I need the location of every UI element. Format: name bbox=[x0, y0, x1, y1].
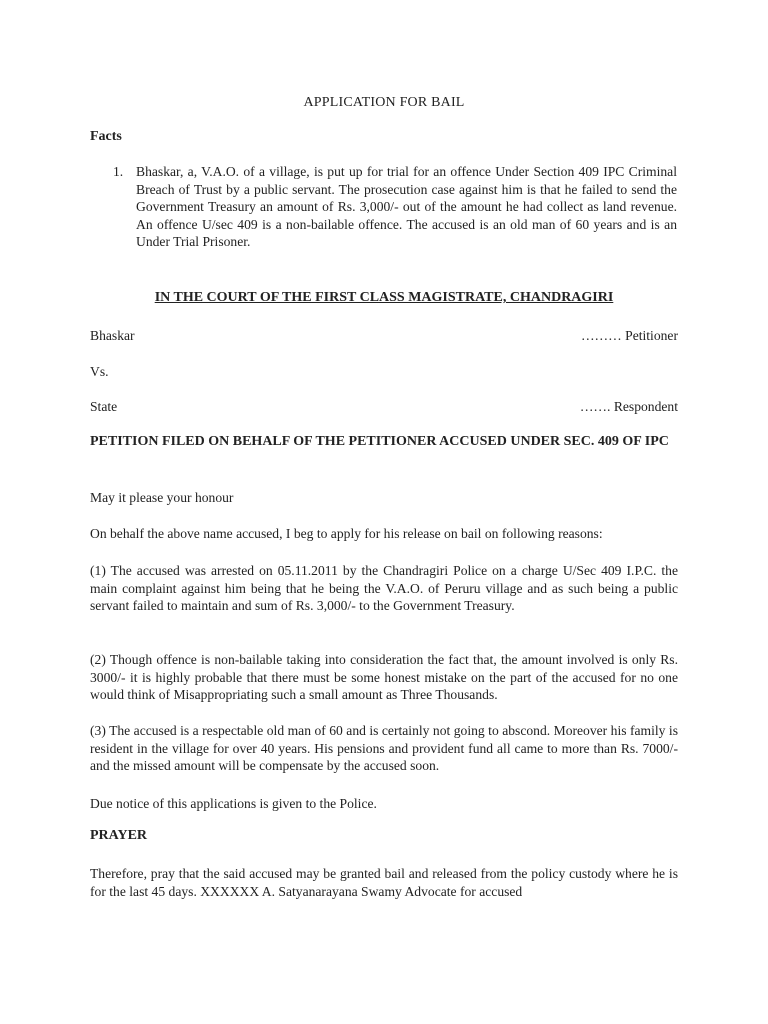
salutation: May it please your honour bbox=[90, 490, 234, 505]
respondent-row bbox=[90, 399, 678, 415]
facts-heading: Facts bbox=[90, 129, 122, 144]
reason-paragraph-2: (2) Though offence is non-bailable taking into consideration the fact that, the amount involved is only Rs. 3000/- it is highly probable that there must be some honest mistake on the part of the accused for no one would think of Misappropriating such a small amount as Three Thousands. bbox=[90, 652, 678, 703]
petitioner-row bbox=[90, 328, 678, 344]
facts-item-number: 1. bbox=[113, 164, 124, 179]
document-title: APPLICATION FOR BAIL bbox=[303, 95, 465, 110]
versus-label: Vs. bbox=[90, 364, 109, 379]
facts-list bbox=[113, 163, 677, 251]
respondent-role: ……. Respondent bbox=[579, 399, 678, 414]
prayer-heading: PRAYER bbox=[90, 828, 148, 843]
respondent-name: State bbox=[90, 399, 118, 414]
intro-paragraph: On behalf the above name accused, I beg to apply for his release on bail on following reasons: bbox=[90, 526, 603, 541]
facts-item-text: Bhaskar, a, V.A.O. of a village, is put up for trial for an offence Under Section 409 IPC Criminal Breach of Trust by a public servant. The prosecution case against him is that he failed to send the Government Treasury an amount of Rs. 3,000/- out of the amount he had collect as land revenue. An offence U/sec 409 is a non-bailable offence. The accused is an old man of 60 years and is an Under Trial Prisoner. bbox=[136, 164, 677, 250]
facts-item bbox=[113, 163, 677, 251]
prayer-paragraph: Therefore, pray that the said accused may be granted bail and released from the policy custody where he is for the last 45 days. XXXXXX A. Satyanarayana Swamy Advocate for accused bbox=[90, 866, 678, 899]
reason-paragraph-3: (3) The accused is a respectable old man of 60 and is certainly not going to abscond. Moreover his family is resident in the village for over 40 years. His pensions and provident fund all came to more than Rs. 7000/- and the missed amount will be compensate by the accused soon. bbox=[90, 723, 678, 774]
petitioner-role: ……… Petitioner bbox=[580, 328, 678, 343]
notice-paragraph: Due notice of this applications is given to the Police. bbox=[90, 796, 377, 811]
petitioner-name: Bhaskar bbox=[90, 328, 135, 343]
court-heading: IN THE COURT OF THE FIRST CLASS MAGISTRATE, CHANDRAGIRI bbox=[154, 290, 614, 305]
reason-paragraph-1: (1) The accused was arrested on 05.11.2011 by the Chandragiri Police on a charge U/Sec 409 I.P.C. the main complaint against him being that he being the V.A.O. of Peruru village and as such being a public servant failed to maintain and sum of Rs. 3,000/- to the Government Treasury. bbox=[90, 563, 678, 614]
petition-heading: PETITION FILED ON BEHALF OF THE PETITIONER ACCUSED UNDER SEC. 409 OF IPC bbox=[90, 434, 669, 449]
